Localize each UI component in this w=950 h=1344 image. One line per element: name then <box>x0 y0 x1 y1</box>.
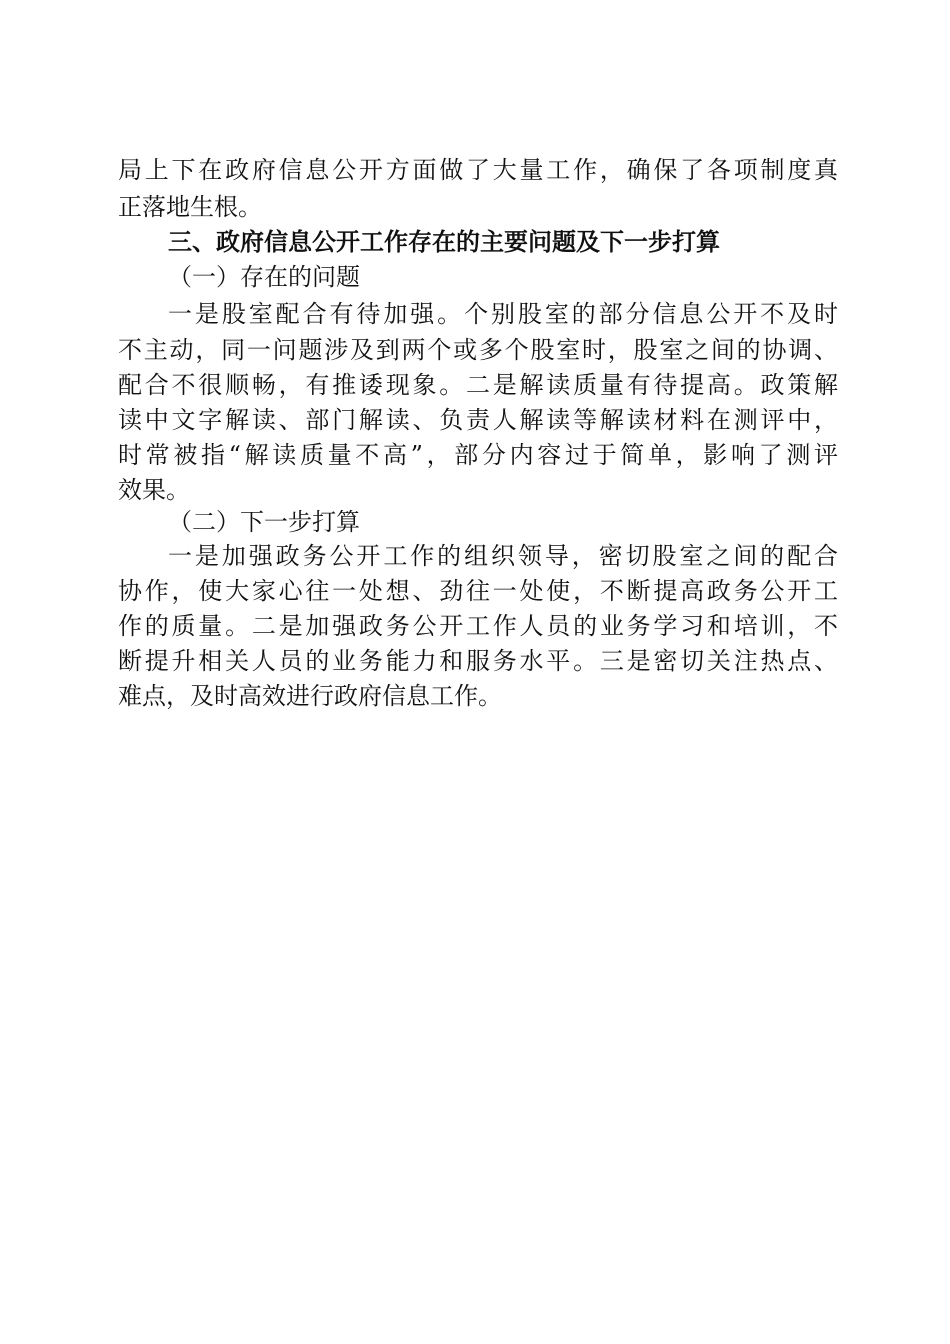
paragraph-line: 作的质量。二是加强政务公开工作人员的业务学习和培训，不 <box>118 612 838 640</box>
paragraph-line: 一是加强政务公开工作的组织领导，密切股室之间的配合 <box>168 542 838 570</box>
subsection-heading: （一）存在的问题 <box>168 263 360 291</box>
paragraph-line: 断提升相关人员的业务能力和服务水平。三是密切关注热点、 <box>118 647 838 675</box>
paragraph-line: 正落地生根。 <box>118 193 262 221</box>
paragraph-line: 配合不很顺畅，有推诿现象。二是解读质量有待提高。政策解 <box>118 371 838 399</box>
paragraph-line: 局上下在政府信息公开方面做了大量工作，确保了各项制度真 <box>118 156 838 184</box>
paragraph-line: 协作，使大家心往一处想、劲往一处使，不断提高政务公开工 <box>118 577 838 605</box>
paragraph-line: 难点，及时高效进行政府信息工作。 <box>118 682 502 710</box>
paragraph-line: 读中文字解读、部门解读、负责人解读等解读材料在测评中， <box>118 406 838 434</box>
subsection-heading: （二）下一步打算 <box>168 508 360 536</box>
section-heading: 三、政府信息公开工作存在的主要问题及下一步打算 <box>168 228 720 256</box>
paragraph-line: 一是股室配合有待加强。个别股室的部分信息公开不及时 <box>168 300 838 328</box>
paragraph-line: 效果。 <box>118 476 190 504</box>
paragraph-line: 不主动，同一问题涉及到两个或多个股室时，股室之间的协调、 <box>118 336 838 364</box>
paragraph-line: 时常被指“解读质量不高”，部分内容过于简单，影响了测评 <box>118 441 838 469</box>
